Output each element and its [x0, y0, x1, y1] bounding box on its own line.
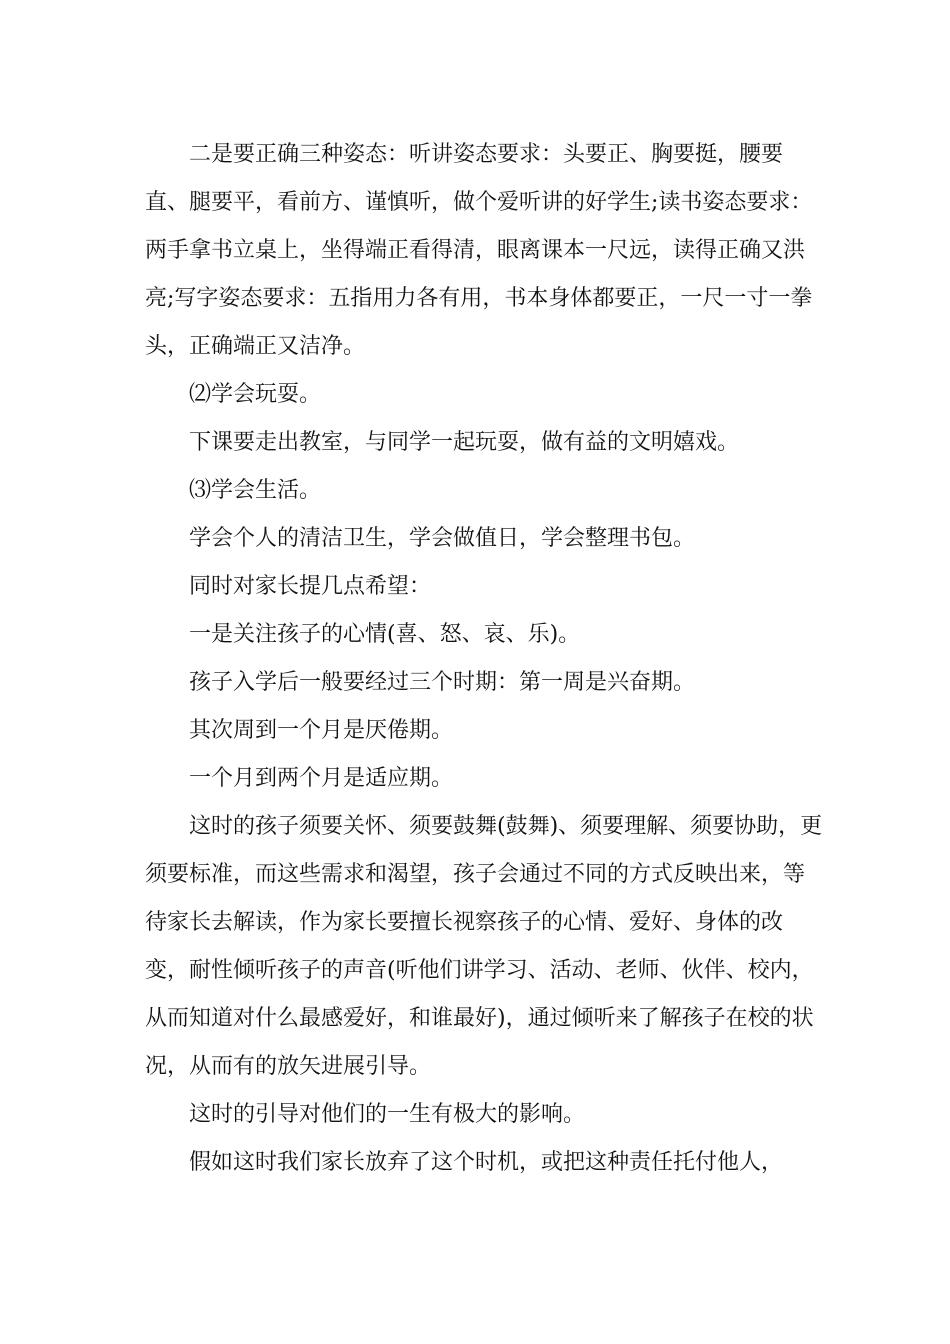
paragraph-opportunity: 假如这时我们家长放弃了这个时机，或把这种责任托付他人， [189, 1150, 784, 1175]
paragraph-adaptation: 一个月到两个月是适应期。 [189, 766, 454, 791]
document-body [145, 131, 825, 1187]
paragraph-emotions: 一是关注孩子的心情(喜、怒、哀、乐)。 [189, 622, 581, 647]
paragraph-play-heading: ⑵学会玩耍。 [189, 382, 322, 407]
paragraph-life-body: 学会个人的清洁卫生，学会做值日，学会整理书包。 [189, 526, 696, 551]
paragraph-periods: 孩子入学后一般要经过三个时期：第一周是兴奋期。 [189, 670, 696, 695]
paragraph-play-body: 下课要走出教室，与同学一起玩耍，做有益的文明嬉戏。 [189, 430, 740, 455]
paragraph-posture: 二是要正确三种姿态：听讲姿态要求：头要正、胸要挺，腰要直、腿要平，看前方、谨慎听，做个爱听讲的好学生;读书姿态要求：两手拿书立桌上，坐得端正看得清，眼离课本一尺远，读得正确又洪亮;写字姿态要求：五指用力各有用，书本身体都要正，一尺一寸一拳头，正确端正又洁净。 [145, 142, 813, 359]
paragraph-weariness: 其次周到一个月是厌倦期。 [189, 718, 454, 743]
paragraph-influence: 这时的引导对他们的一生有极大的影响。 [189, 1102, 586, 1127]
paragraph-needs: 这时的孩子须要关怀、须要鼓舞(鼓舞)、须要理解、须要协助，更须要标准，而这些需求和渴望，孩子会通过不同的方式反映出来，等待家长去解读，作为家长要擅长视察孩子的心情、爱好、身体的改变，耐性倾听孩子的声音(听他们讲学习、活动、老师、伙伴、校内，从而知道对什么最感爱好，和谁最好)，通过倾听来了解孩子在校的状况，从而有的放矢进展引导。 [145, 814, 823, 1079]
paragraph-life-heading: ⑶学会生活。 [189, 478, 322, 503]
paragraph-parent-hopes: 同时对家长提几点希望： [189, 574, 432, 599]
